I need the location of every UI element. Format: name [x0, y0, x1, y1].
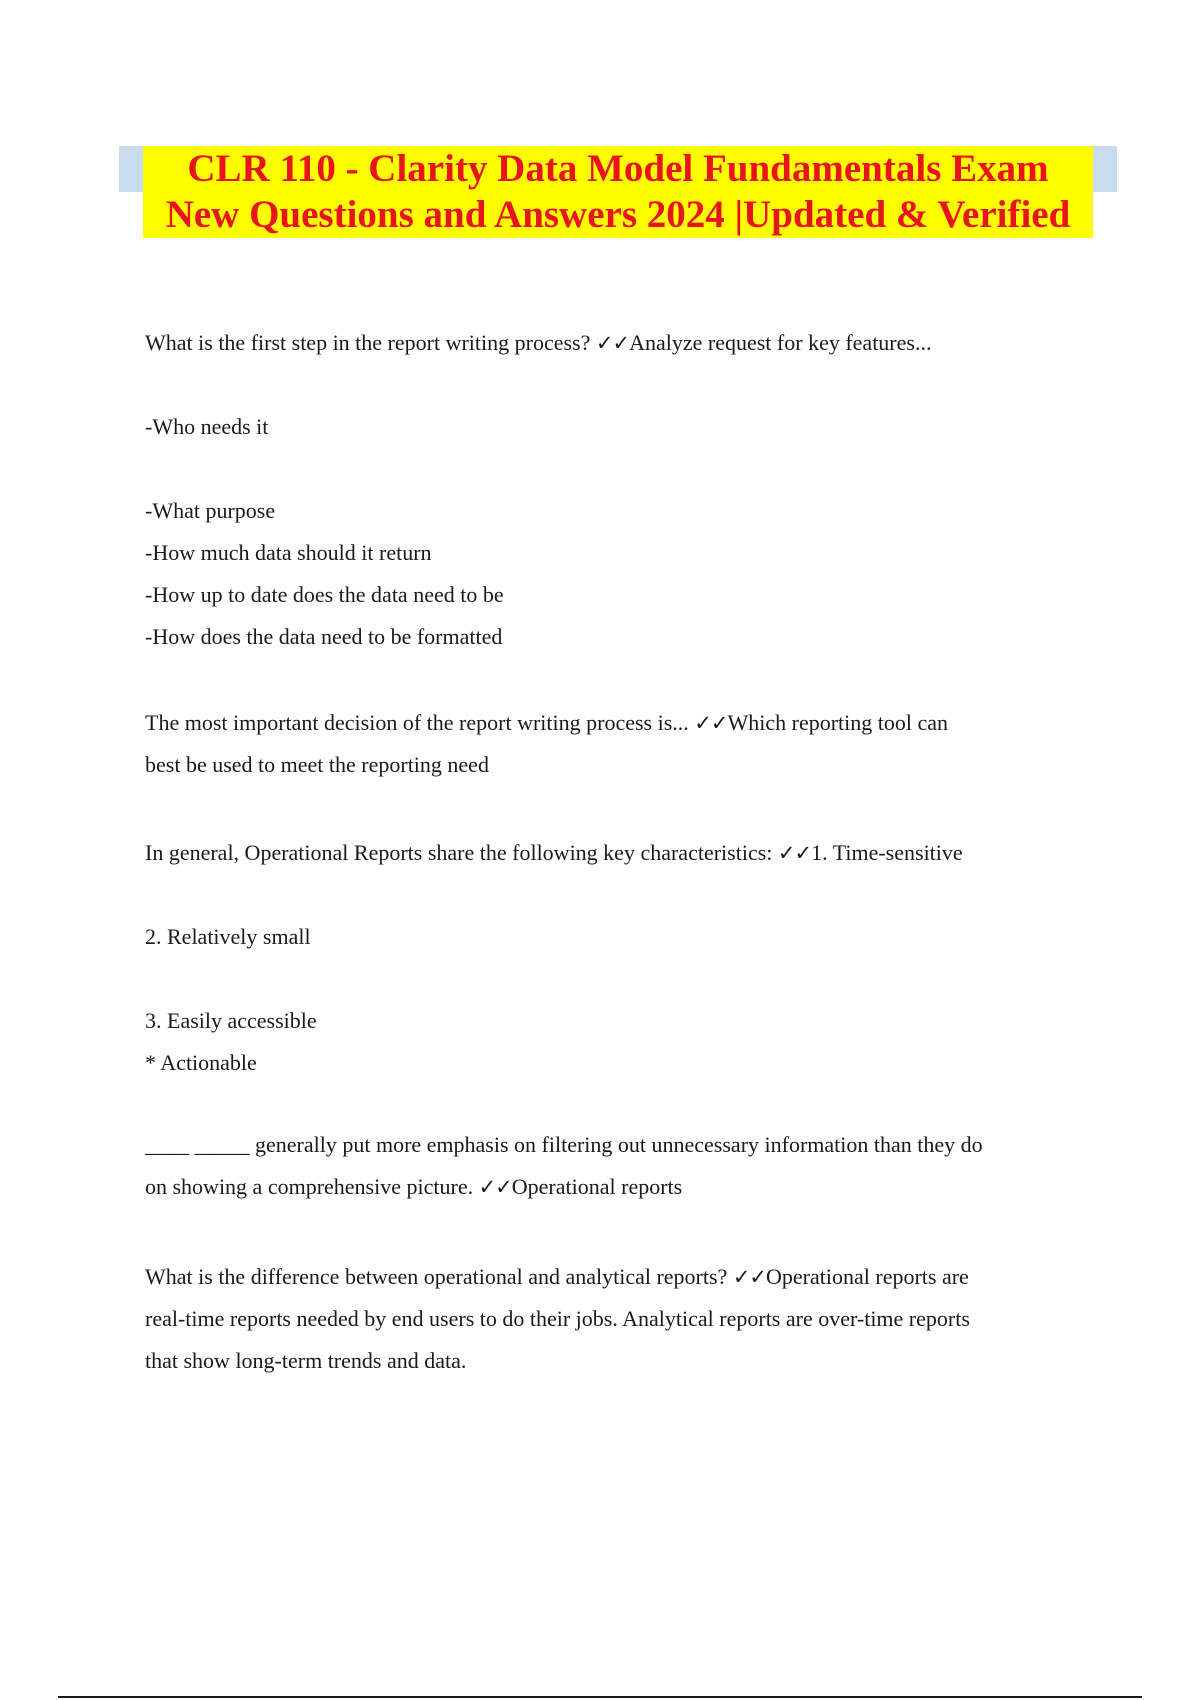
qa-2-question-line [145, 702, 1085, 744]
document-title [143, 146, 1093, 238]
qa-1-answer: Analyze request for key features... [629, 330, 932, 355]
title-line-1: CLR 110 - Clarity Data Model Fundamentals Exam [143, 146, 1093, 192]
qa-3-item: 2. Relatively small [145, 924, 311, 949]
qa-4-question-line-2 [145, 1166, 1085, 1208]
qa-2-answer-1: Which reporting tool can [727, 710, 949, 735]
double-check-icon: ✓✓ [732, 1265, 767, 1289]
footer-divider [58, 1696, 1142, 1698]
qa-3-question: In general, Operational Reports share the following key characteristics: [145, 840, 778, 865]
qa-content [145, 322, 1085, 1382]
title-line-2: New Questions and Answers 2024 |Updated & Verified [143, 192, 1093, 238]
qa-1-item: -How much data should it return [145, 540, 432, 565]
qa-3-item: * Actionable [145, 1050, 257, 1075]
qa-5-question: What is the difference between operational and analytical reports? [145, 1264, 733, 1289]
qa-3-answer: 1. Time-sensitive [811, 840, 963, 865]
qa-3-item: 3. Easily accessible [145, 1008, 317, 1033]
qa-5-answer-3: that show long-term trends and data. [145, 1348, 467, 1373]
qa-5-answer-1: Operational reports are [766, 1264, 969, 1289]
double-check-icon: ✓✓ [478, 1175, 512, 1199]
qa-5-answer-2: real-time reports needed by end users to do their jobs. Analytical reports are over-time reports [145, 1306, 970, 1331]
qa-1-item: -Who needs it [145, 414, 269, 439]
qa-3-question-line [145, 832, 1085, 874]
qa-2-question: The most important decision of the report writing process is... [145, 710, 695, 735]
double-check-icon: ✓✓ [595, 331, 630, 355]
qa-5-question-line [145, 1256, 1085, 1298]
qa-4-answer: Operational reports [511, 1174, 683, 1199]
qa-1-question: What is the first step in the report writing process? [145, 330, 596, 355]
qa-1-item: -How does the data need to be formatted [145, 624, 503, 649]
qa-1-question-line [145, 322, 1085, 364]
qa-4-question-line-1: ____ _____ generally put more emphasis on filtering out unnecessary information than they do [145, 1132, 983, 1157]
qa-1-item: -What purpose [145, 498, 276, 523]
qa-1-item: -How up to date does the data need to be [145, 582, 504, 607]
qa-4-question: on showing a comprehensive picture. [145, 1174, 479, 1199]
double-check-icon: ✓✓ [777, 841, 812, 865]
double-check-icon: ✓✓ [694, 711, 728, 735]
qa-2-answer-2: best be used to meet the reporting need [145, 752, 489, 777]
